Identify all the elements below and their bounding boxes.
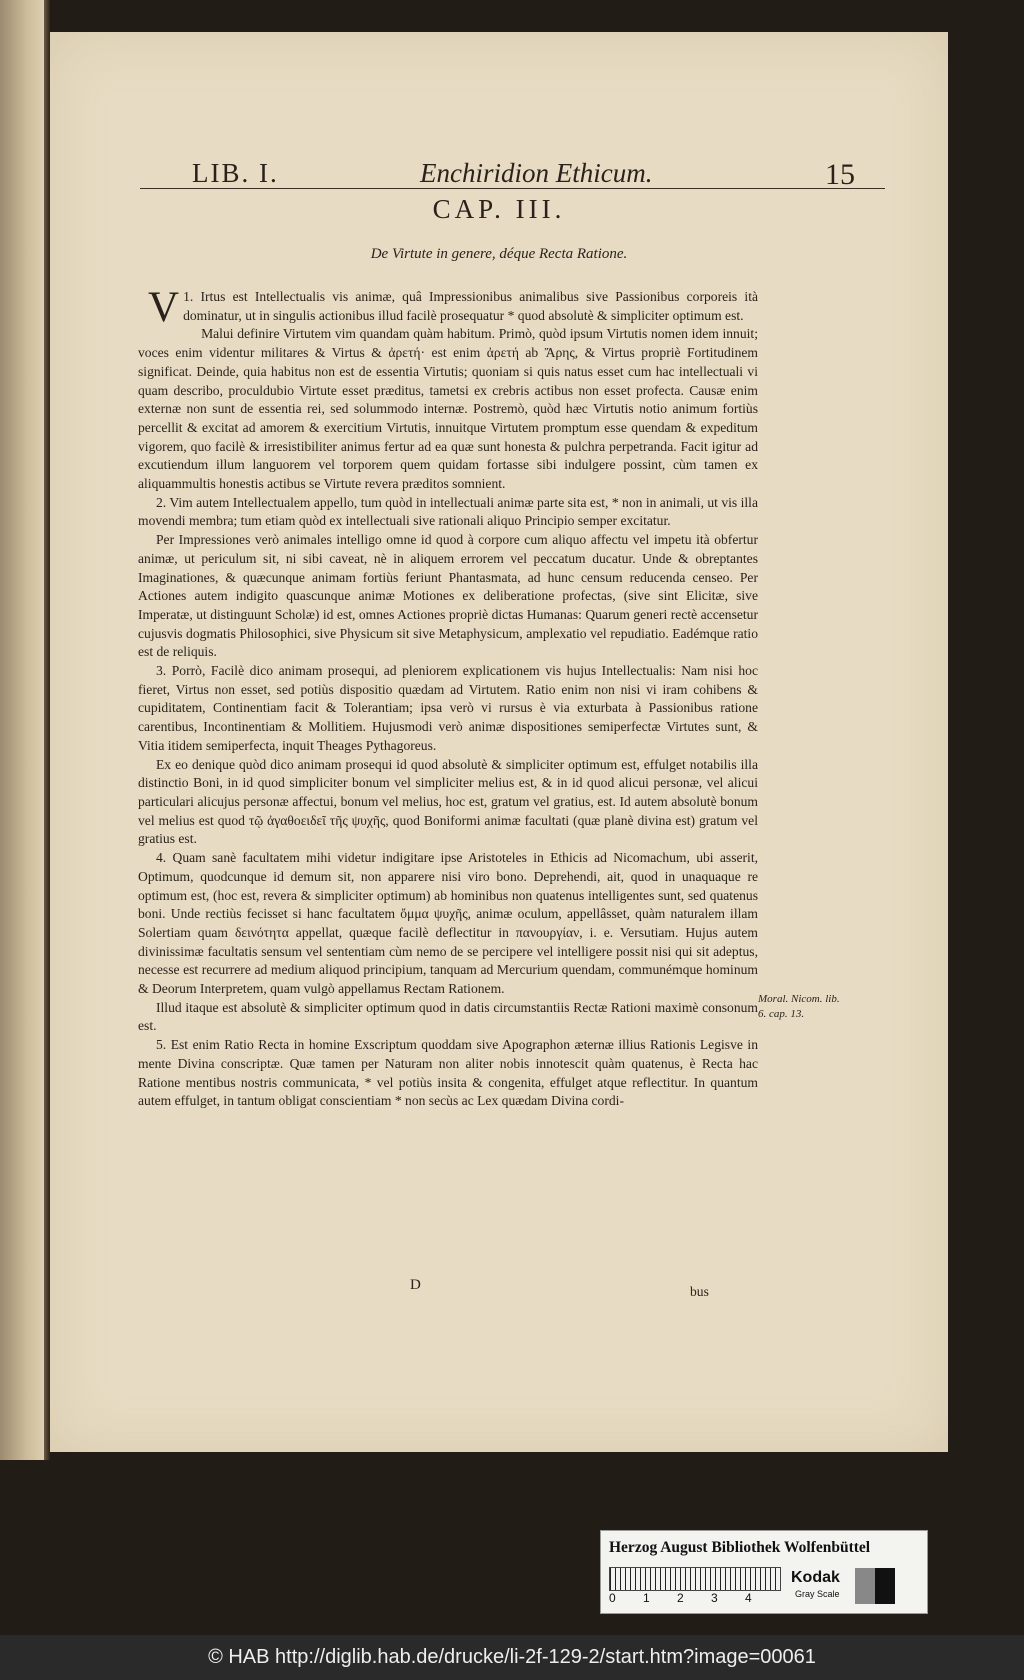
- tick-label: 1: [643, 1591, 650, 1605]
- running-head-title: Enchiridion Ethicum.: [420, 158, 653, 188]
- tick-label: 4: [745, 1591, 752, 1605]
- body-text: [138, 284, 758, 1111]
- paragraph-text: 1. Irtus est Intellectualis vis animæ, quâ Impressionibus animalibus sive Passionibus corporeis ità dominatur, ut in singulis actionibus illud facilè prosequatur * quod absolutè & simpliciter optimum est.: [183, 289, 758, 323]
- copyright-footer: © HAB http://diglib.hab.de/drucke/li-2f-129-2/start.htm?image=00061: [0, 1635, 1024, 1680]
- drop-cap: V: [148, 284, 180, 331]
- paragraph: 4. Quam sanè facultatem mihi videtur indigitare ipse Aristoteles in Ethicis ad Nicomachum, ubi asserit, Optimum, quodcunque id demum sit, non apparere nisi viro bono. Deprehendi, ait, quod in unaquaque re optimum est, (hoc est, revera & simpliciter optimum) ab hominibus non quatenus intelligentes sunt, sed quatenus boni. Unde rectiùs fecisset si hanc facultatem ὄμμα ψυχῆς, animæ oculum, appellâsset, quàm naturalem illam Solertiam quam δεινότητα appellat, quæque facilè deflectitur in πανουργίαν, i. e. Versutiam. Hujus autem divinissimæ facultatis sensum vel sententiam cùm nemo de se percipere vel intelligere possit nisi qui sit adeptus, necesse est recurrere ad medium aliquod principium, tanquam ad Mercurium quendam, communémque hominum & Deorum Interpretem, quam vulgò appellamus Rectam Rationem.: [138, 850, 758, 997]
- page-number: 15: [825, 158, 855, 191]
- color-calibration-strip: [600, 1530, 928, 1614]
- tick-label: 2: [677, 1591, 684, 1605]
- chapter-subtitle: De Virtute in genere, déque Recta Ratione.: [370, 246, 628, 262]
- paragraph: 3. Porrò, Facilè dico animam prosequi, ad pleniorem explicationem vis hujus Intellectualis: Nam nisi hoc fieret, Virtus non esset, sed potiùs dispositio quædam ad Virtutem. Ratio enim non nisi vi iram cohibens & cupiditatem, Continentiam facit & Tolerantiam; ipsa verò vi rursus è via exturbata à Passionibus ratione carentibus, Incontinentiam & Mollitiem. Hujusmodi verò animæ dispositiones semiperfectæ Virtutes sunt, & Vitia itidem semiperfecta, inquit Theages Pythagoreus.: [138, 663, 758, 753]
- catchword: bus: [690, 1284, 709, 1299]
- chapter-title: CAP. III.: [432, 194, 566, 224]
- black-swatch: [875, 1568, 895, 1604]
- paragraph: [138, 284, 758, 331]
- library-name: Herzog August Bibliothek Wolfenbüttel: [609, 1539, 871, 1556]
- paragraph: Illud itaque est absolutè & simpliciter optimum quod in datis circumstantiis Rectæ Rationi maximè consonum est.: [138, 999, 758, 1034]
- book-page: [50, 32, 948, 1452]
- paragraph: 5. Est enim Ratio Recta in homine Exscriptum quoddam sive Apographon æternæ illius Rationis Legisve in mente Divina conscriptæ. Quæ tamen per Naturam non aliter nobis innotescit quàm quatenus, è Recta hac Ratione mentibus nostris communicata, * vel potiùs insita & congenita, effulget atque reflectitur. In quantum autem effulget, in tantum obligat conscientiam * non secùs ac Lex quædam Divina cordi-: [138, 1037, 758, 1109]
- signature-mark: D: [410, 1277, 421, 1293]
- running-head-book: LIB. I.: [192, 158, 279, 188]
- facing-page-edge: [0, 0, 50, 1460]
- margin-note: Moral. Nicom. lib. 6. cap. 13.: [758, 993, 840, 1020]
- paragraph: 2. Vim autem Intellectualem appello, tum quòd in intellectuali animæ parte sita est, * non in animali, ut vis illa movendi membra; tum etiam quòd ex intellectuali sive rationali aliquo Principio semper excitatur.: [138, 494, 758, 529]
- ruler-ticks: [609, 1591, 789, 1605]
- paragraph: Per Impressiones verò animales intelligo omne id quod à corpore cum aliquo affectu vel impetu ità obfertur animæ, ut periculum sit, ni sibi caveat, nè in aliquem errorem vel peccatum ducatur. Unde & obreptantes Imaginationes, & quæcunque animam fortiùs feriunt Phantasmata, ad hunc censum reducenda censeo. Per Actiones autem indigito quascunque animæ Motiones ex deliberatione profectas, (sive sint Elicitæ, sive Imperatæ, ut distinguunt Scholæ) id est, omnes Actiones propriè dictas Humanas: Quarum generi rectè accensetur cujusvis dogmatis Philosophici, sive Physicum sit sive Metaphysicum, amplexatio vel repudiatio. Eadémque ratio est de reliquis.: [138, 532, 758, 660]
- tick-label: 3: [711, 1591, 718, 1605]
- paragraph: Ex eo denique quòd dico animam prosequi id quod absolutè & simpliciter optimum est, effulget notabilis illa distinctio Boni, in id quod simpliciter bonum vel simpliciter melius est, & in id quod alicui personæ, vel alicui particulari alicujus personæ affectui, bonum vel melius, hoc est, gratum vel gratius, est. Id autem absolutè bonum vel melius est quod τῷ ἀγαθοειδεῖ τῆς ψυχῆς, quod Boniformi animæ facultati (quæ planè divina est) gratum vel gratius est.: [138, 756, 758, 847]
- scale-ruler: [609, 1567, 781, 1591]
- gray-swatch: [855, 1568, 875, 1604]
- running-head: [140, 128, 885, 189]
- paragraph: Malui definire Virtutem vim quandam quàm habitum. Primò, quòd ipsum Virtutis nomen idem innuit; voces enim videntur militares & Virtus & ἀρετή· est enim ἀρετή ab Ἄρης, & Virtus propriè Fortitudinem significat. Deinde, quia habitus non est de essentia Virtutis; quoniam si quis natus esset cum hac intellectuali vi quam describo, proculdubio Virtute esset præditus, tametsi ex crebris actibus non esset profecta. Causæ enim externæ non sunt de essentia rei, sed solummodo internæ. Postremò, quòd hæc Virtutis notio animum fortiùs percellit & excitat ad amorem & exercitium Virtutis, innuitque Virtutem promptum esse quendam & expeditum vigorem, quo facilè & irresistibiliter animus fertur ad ea quæ sunt honesta & pulchra perpetranda. Facit igitur ad excutiendum illum languorem vel torporem quem quidam fortasse sibi indulgere possint, cùm tamen ex aliquammultis honestis actibus se Virtute revera præditos somnient.: [138, 326, 758, 492]
- kodak-logo: Kodak: [791, 1569, 840, 1586]
- gray-scale-label: Gray Scale: [795, 1589, 840, 1599]
- tick-label: 0: [609, 1591, 616, 1605]
